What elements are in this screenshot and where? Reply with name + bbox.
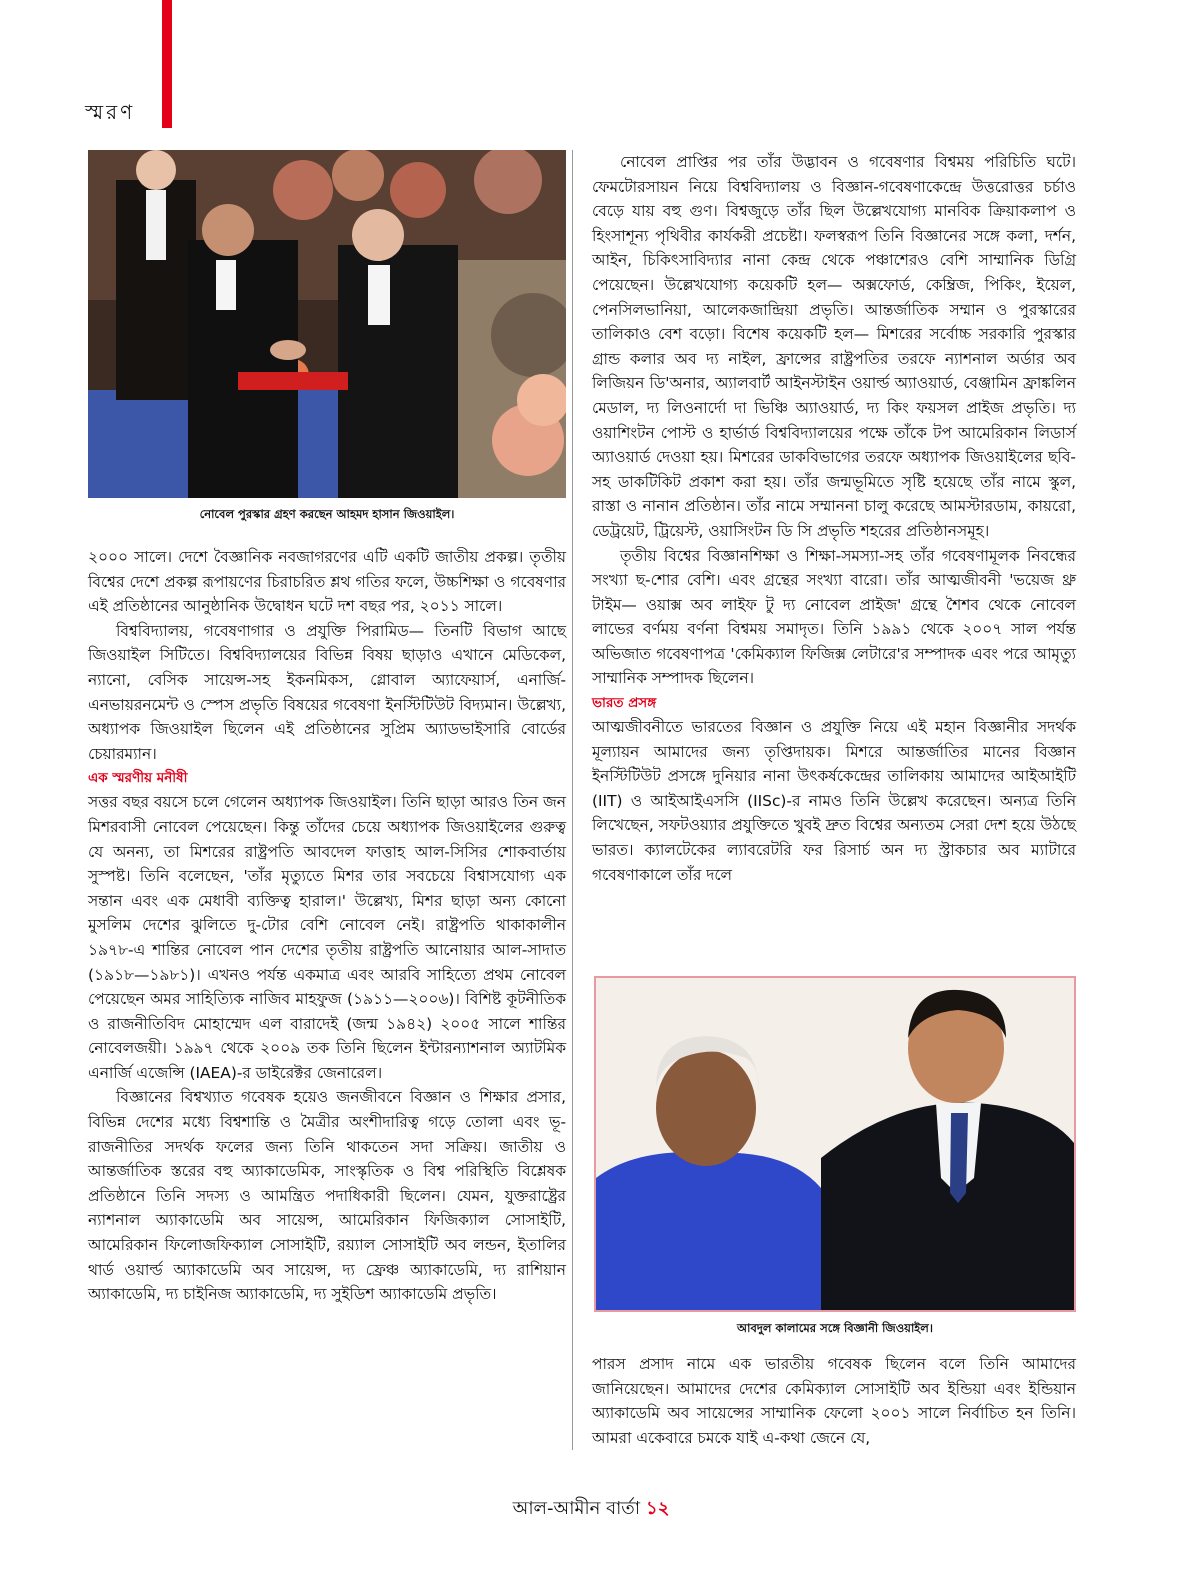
paragraph: তৃতীয় বিশ্বের বিজ্ঞানশিক্ষা ও শিক্ষা-সমস্যা-সহ তাঁর গবেষণামূলক নিবন্ধের সংখ্যা ছ-শোর বেশি। এবং গ্রন্থের সংখ্যা বারো। তাঁর আত্মজীবনী 'ভয়েজ থ্রু টাইম— ওয়াক্স অব লাইফ টু দ্য নোবেল প্রাইজ' গ্রন্থে শৈশব থেকে নোবেল লাভের বর্ণময় বর্ণনা বিশ্বময় সমাদৃত। তিনি ১৯৯১ থেকে ২০০৭ সাল পর্যন্ত অভিজাত গবেষণাপত্র 'কেমিক্যাল ফিজিক্স লেটারে'র সম্পাদক এবং পরে আমৃত্যু সাম্মানিক সম্পাদক ছিলেন। [592, 546, 1076, 688]
paragraph: ২০০০ সালে। দেশে বৈজ্ঞানিক নবজাগরণের এটি একটি জাতীয় প্রকল্প। তৃতীয় বিশ্বের দেশে প্রকল্প রূপায়ণের চিরাচরিত শ্লথ গতির ফলে, উচ্চশিক্ষা ও গবেষণার এই প্রতিষ্ঠানের আনুষ্ঠানিক উদ্বোধন ঘটে দশ বছর পর, ২০১১ সালে। [88, 548, 566, 616]
kalam-zewail-photo [594, 976, 1076, 1312]
left-text-column [88, 545, 566, 1307]
section-label: স্মরণ [85, 100, 136, 124]
subheading-india-context: ভারত প্রসঙ্গ [592, 695, 657, 712]
paragraph: পারস প্রসাদ নামে এক ভারতীয় গবেষক ছিলেন বলে তিনি আমাদের জানিয়েছেন। আমাদের দেশের কেমিক্যাল সোসাইটি অব ইন্ডিয়া এবং ইন্ডিয়ান অ্যাকাডেমি অব সায়েন্সের সাম্মানিক ফেলো ২০০১ সালে নির্বাচিত হন তিনি। আমরা একেবারে চমকে যাই এ-কথা জেনে যে, [592, 1355, 1076, 1447]
paragraph: আত্মজীবনীতে ভারতের বিজ্ঞান ও প্রযুক্তি নিয়ে এই মহান বিজ্ঞানীর সদর্থক মূল্যায়ন আমাদের জন্য তৃপ্তিদায়ক। মিশরে আন্তর্জাতির মানের বিজ্ঞান ইনস্টিটিউট প্রসঙ্গে দুনিয়ার নানা উৎকর্ষকেন্দ্রের তালিকায় আমাদের আইআইটি (IIT) ও আইআইএসসি (IISc)-র নামও তিনি উল্লেখ করেছেন। অন্যত্র তিনি লিখেছেন, সফটওয়্যার প্রযুক্তিতে খুবই দ্রুত বিশ্বের অন্যতম সেরা দেশ হয়ে উঠছে ভারত। ক্যালটেকের ল্যাবরেটরি ফর রিসার্চ অন দ্য স্ট্রাকচার অব ম্যাটারে গবেষণাকালে তাঁর দলে [592, 718, 1076, 884]
paragraph: বিশ্ববিদ্যালয়, গবেষণাগার ও প্রযুক্তি পিরামিড— তিনটি বিভাগ আছে জিওয়াইল সিটিতে। বিশ্ববিদ্যালয়ের বিভিন্ন বিষয় ছাড়াও এখানে মেডিকেল, ন্যানো, বেসিক সায়েন্স-সহ ইকনমিকস, গ্লোবাল অ্যাফেয়ার্স, এনার্জি-এনভায়রনমেন্ট ও স্পেস প্রভৃতি বিষয়ের গবেষণা ইনস্টিটিউট বিদ্যমান। উল্লেখ্য, অধ্যাপক জিওয়াইল ছিলেন এই প্রতিষ্ঠানের সুপ্রিম অ্যাডভাইসারি বোর্ডের চেয়ারম্যান। [88, 621, 566, 763]
nobel-ceremony-photo [88, 150, 566, 498]
paragraph: নোবেল প্রাপ্তির পর তাঁর উদ্ভাবন ও গবেষণার বিশ্বময় পরিচিতি ঘটে। ফেমটোরসায়ন নিয়ে বিশ্ববিদ্যালয় ও বিজ্ঞান-গবেষণাকেন্দ্রে উত্তরোত্তর চর্চাও বেড়ে যায় বহু গুণ। বিশ্বজুড়ে তাঁর ছিল উল্লেখযোগ্য মানবিক ক্রিয়াকলাপ ও হিংসাশূন্য পৃথিবীর কার্যকরী প্রচেষ্টা। ফলস্বরূপ তিনি বিজ্ঞানের সঙ্গে কলা, দর্শন, আইন, চিকিৎসাবিদ্যার নানা কেন্দ্র থেকে পঞ্চাশেরও বেশি সাম্মানিক ডিগ্রি পেয়েছেন। উল্লেখযোগ্য কয়েকটি হল— অক্সফোর্ড, কেম্ব্রিজ, পিকিং, ইয়েল, পেনসিলভানিয়া, আলেকজান্দ্রিয়া প্রভৃতি। আন্তর্জাতিক সম্মান ও পুরস্কারের তালিকাও বেশ বড়ো। বিশেষ কয়েকটি হল— মিশরের সর্বোচ্চ সরকারি পুরস্কার গ্রান্ড কলার অব দ্য নাইল, ফ্রান্সের রাষ্ট্রপতির তরফে ন্যাশনাল অর্ডার অব লিজিয়ন ডি'অনার, অ্যালবার্ট আইনস্টাইন ওয়ার্ল্ড অ্যাওয়ার্ড, বেঞ্জামিন ফ্রাঙ্কলিন মেডাল, দ্য লিওনার্দো দা ভিঞ্চি অ্যাওয়ার্ড, দ্য কিং ফয়সল প্রাইজ প্রভৃতি। দ্য ওয়াশিংটন পোস্ট ও হার্ভার্ড বিশ্ববিদ্যালয়ের পক্ষে তাঁকে টপ আমেরিকান লিডার্স অ্যাওয়ার্ড দেওয়া হয়। মিশরের ডাকবিভাগের তরফে অধ্যাপক জিওয়াইলের ছবি-সহ ডাকটিকিট প্রকাশ করা হয়। তাঁর জন্মভূমিতে সৃষ্টি হয়েছে তাঁর নামে স্কুল, রাস্তা ও নানান প্রতিষ্ঠান। তাঁর নামে সম্মাননা চালু করেছে আমস্টারডাম, কায়রো, ডেট্রয়েট, ট্রিয়েস্ট, ওয়াসিংটন ডি সি প্রভৃতি শহরের প্রতিষ্ঠানসমূহ। [592, 153, 1076, 540]
subheading-memorable-thinker: এক স্মরণীয় মনীষী [88, 770, 188, 787]
column-divider [572, 150, 573, 1450]
header-red-bar [162, 0, 172, 128]
photo-caption-nobel: নোবেল পুরস্কার গ্রহণ করছেন আহমদ হাসান জিওয়াইল। [199, 507, 455, 521]
paragraph: সত্তর বছর বয়সে চলে গেলেন অধ্যাপক জিওয়াইল। তিনি ছাড়া আরও তিন জন মিশরবাসী নোবেল পেয়েছেন। কিন্তু তাঁদের চেয়ে অধ্যাপক জিওয়াইলের গুরুত্ব যে অনন্য, তা মিশরের রাষ্ট্রপতি আবদেল ফাত্তাহ আল-সিসির শোকবার্তায় সুস্পষ্ট। তিনি বলেছেন, 'তাঁর মৃত্যুতে মিশর তার সবচেয়ে বিশ্বাসযোগ্য এক সন্তান এবং এক মেধাবী ব্যক্তিত্ব হারাল।' উল্লেখ্য, মিশর ছাড়া অন্য কোনো মুসলিম দেশের ঝুলিতে দু-টোর বেশি নোবেল নেই। রাষ্ট্রপতি থাকাকালীন ১৯৭৮-এ শান্তির নোবেল পান দেশের তৃতীয় রাষ্ট্রপতি আনোয়ার আল-সাদাত (১৯১৮—১৯৮১)। এখনও পর্যন্ত একমাত্র এবং আরবি সাহিত্যে প্রথম নোবেল পেয়েছেন অমর সাহিত্যিক নাজিব মাহফুজ (১৯১১—২০০৬)। বিশিষ্ট কূটনীতিক ও রাজনীতিবিদ মোহাম্মেদ এল বারাদেই (জন্ম ১৯৪২) ২০০৫ সালে শান্তির নোবেলজয়ী। ১৯৯৭ থেকে ২০০৯ তক তিনি ছিলেন ইন্টারন্যাশনাল অ্যাটমিক এনার্জি এজেন্সি (IAEA)-র ডাইরেক্টর জেনারেল। [88, 793, 566, 1082]
right-text-column-bottom [592, 1352, 1076, 1450]
photo-caption-kalam: আবদুল কালামের সঙ্গে বিজ্ঞানী জিওয়াইল। [737, 1321, 933, 1335]
page-number: ১২ [646, 1498, 670, 1519]
page-footer [0, 1494, 1182, 1525]
paragraph: বিজ্ঞানের বিশ্বখ্যাত গবেষক হয়েও জনজীবনে বিজ্ঞান ও শিক্ষার প্রসার, বিভিন্ন দেশের মধ্যে বিশ্বশান্তি ও মৈত্রীর অংশীদারিত্ব গড়ে তোলা এবং ভূ-রাজনীতির সদর্থক ফলের জন্য তিনি থাকতেন সদা সক্রিয়। জাতীয় ও আন্তর্জাতিক স্তরের বহু অ্যাকাডেমিক, সাংস্কৃতিক ও বিশ্ব পরিস্থিতি বিশ্লেষক প্রতিষ্ঠানে তিনি সদস্য ও আমন্ত্রিত পদাধিকারী ছিলেন। যেমন, যুক্তরাষ্ট্রের ন্যাশনাল অ্যাকাডেমি অব সায়েন্স, আমেরিকান ফিজিক্যাল সোসাইটি, আমেরিকান ফিলোজফিক্যাল সোসাইটি, রয়্যাল সোসাইটি অব লন্ডন, ইতালির থার্ড ওয়ার্ল্ড অ্যাকাডেমি অব সায়েন্স, দ্য ফ্রেঞ্চ অ্যাকাডেমি, দ্য রাশিয়ান অ্যাকাডেমি, দ্য চাইনিজ অ্যাকাডেমি, দ্য সুইডিশ অ্যাকাডেমি প্রভৃতি। [88, 1088, 566, 1304]
right-text-column [592, 150, 1076, 887]
magazine-name: আল-আমীন বার্তা [512, 1498, 641, 1519]
